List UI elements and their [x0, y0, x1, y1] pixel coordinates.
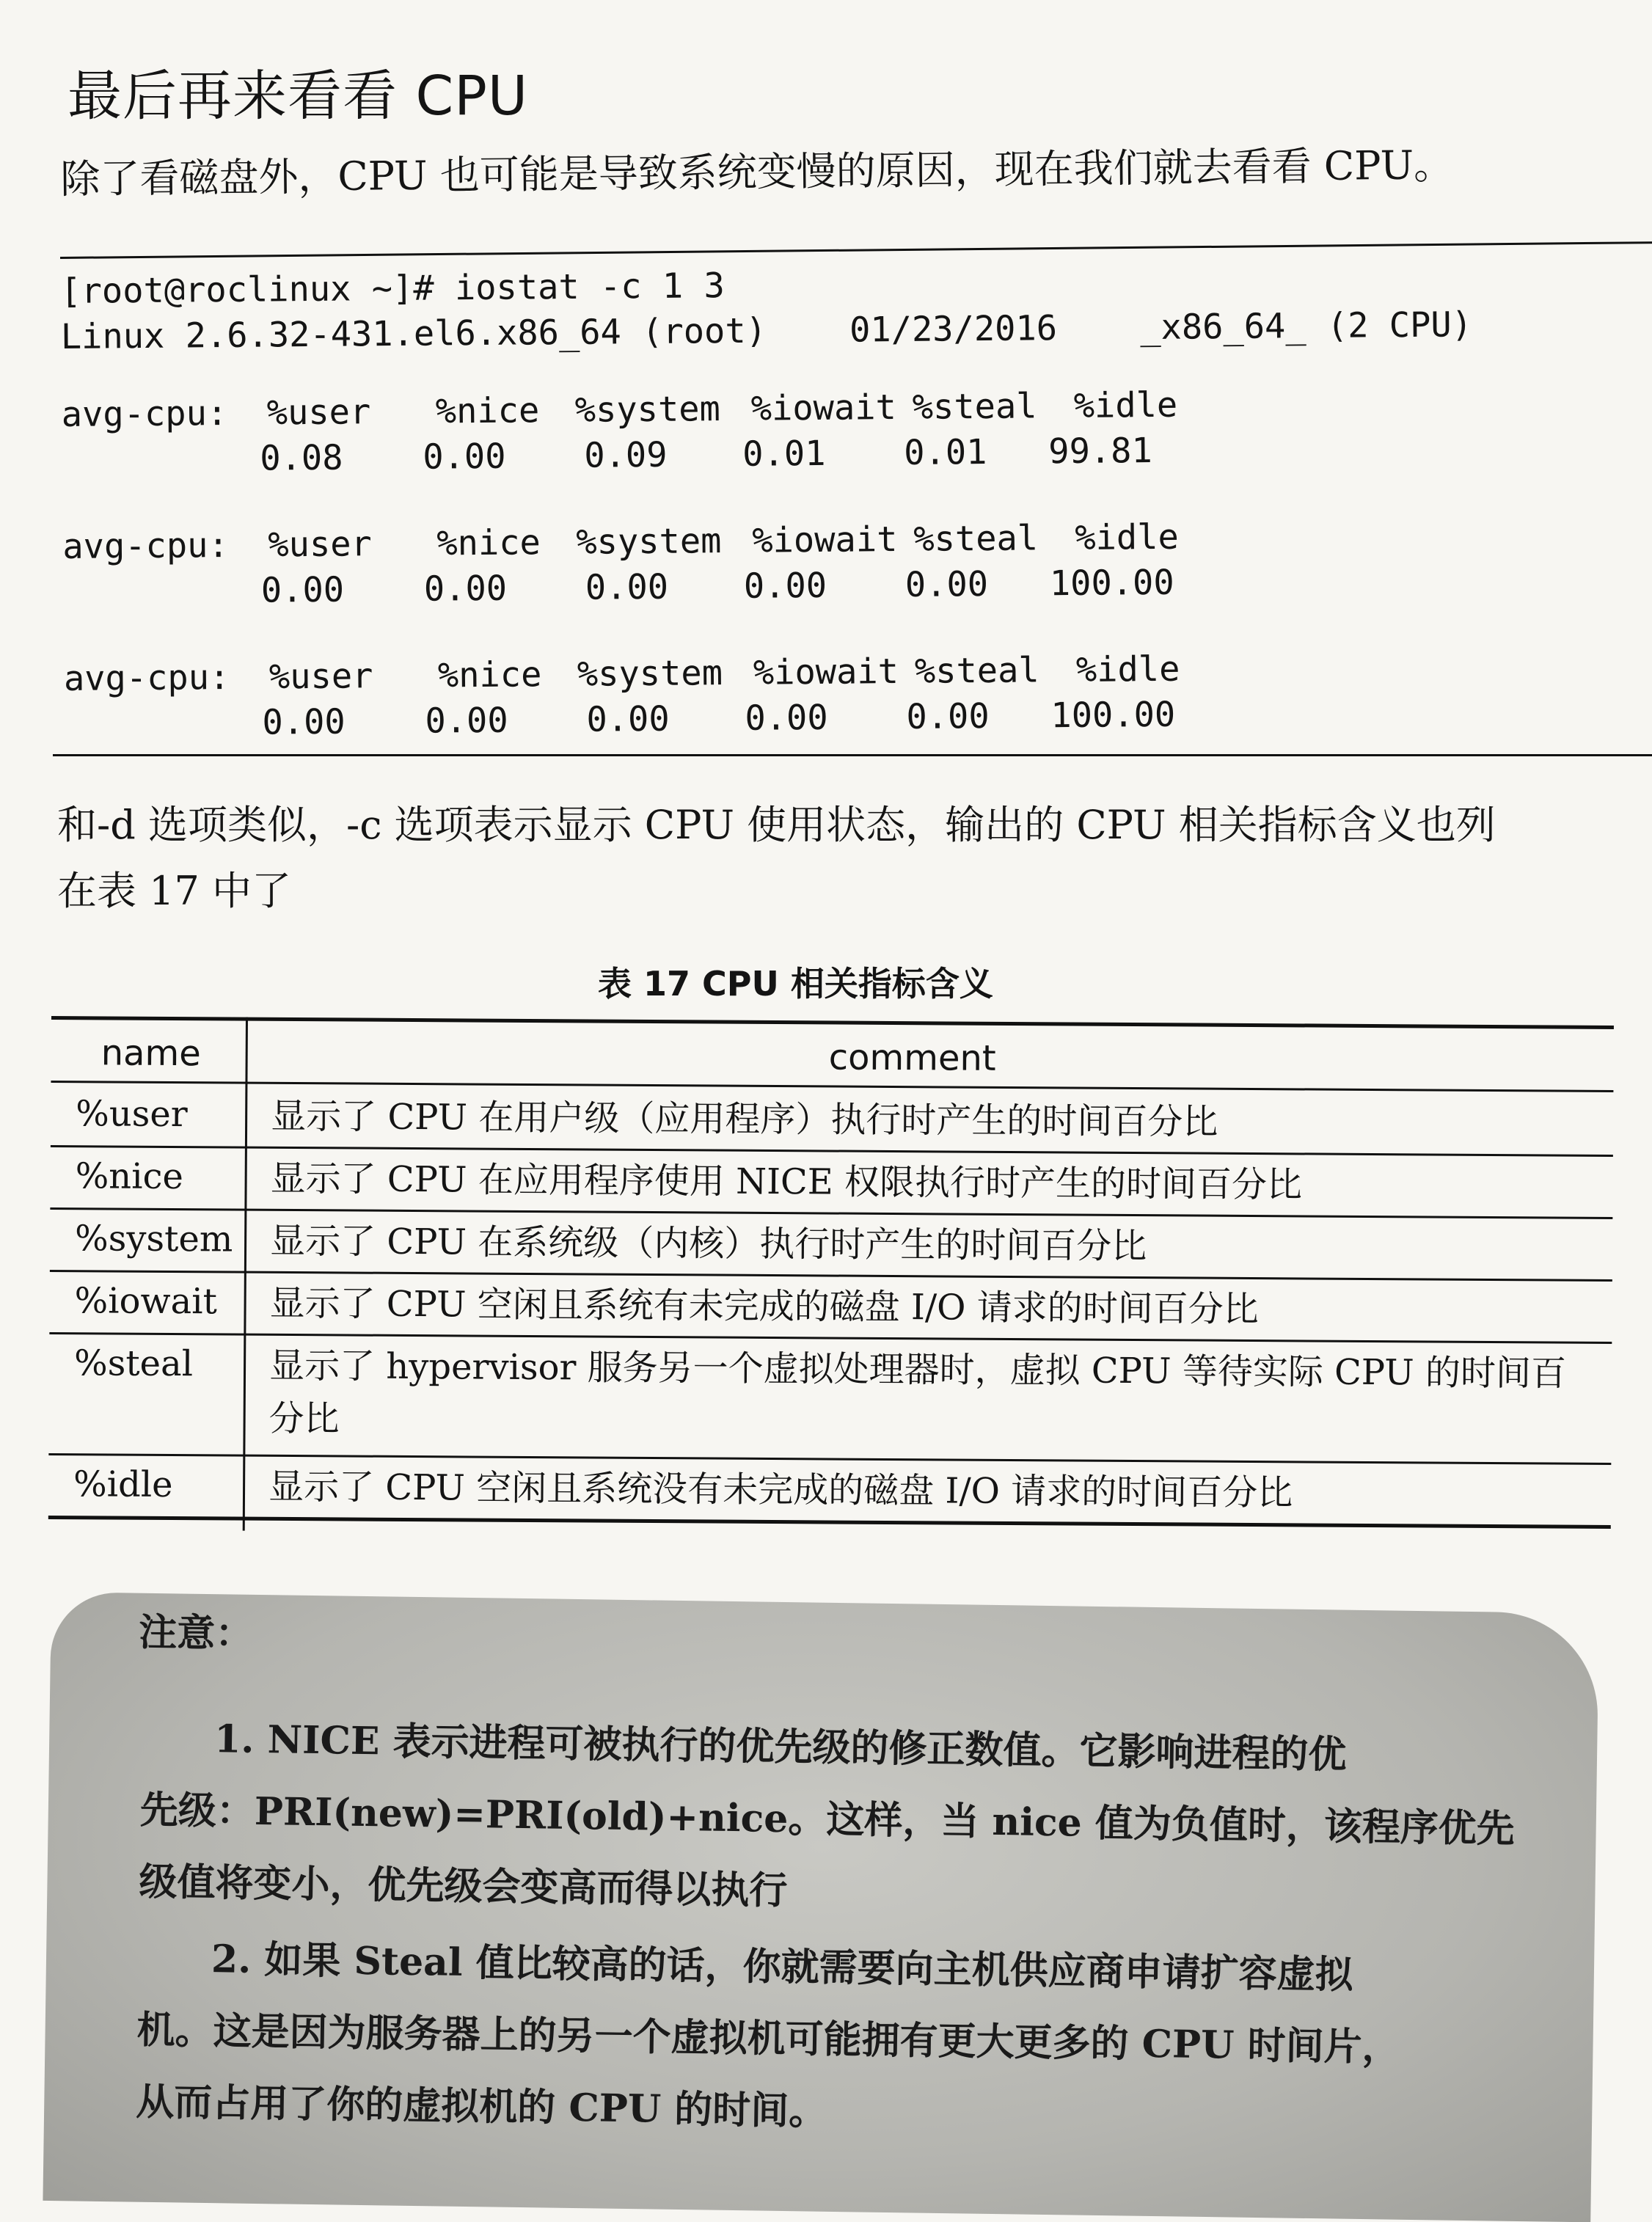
table-caption: 表 17 CPU 相关指标含义	[598, 964, 993, 1004]
table-row-comment: 显示了 CPU 在应用程序使用 NICE 权限执行时产生的时间百分比	[270, 1158, 1303, 1206]
note-heading: 注意：	[138, 1609, 254, 1656]
note-item-2-line-2: 机。这是因为服务器上的另一个虚拟机可能拥有更大更多的 CPU 时间片，	[136, 2007, 1400, 2070]
page-title: 最后再来看看 CPU	[67, 65, 528, 128]
explanation-line-2: 在表 17 中了	[57, 868, 292, 914]
table-column-divider	[243, 1017, 248, 1531]
terminal-header-cell: %idle	[1075, 648, 1180, 690]
avg-cpu-label: avg-cpu:	[63, 657, 230, 699]
table-row-name: %user	[76, 1093, 188, 1136]
terminal-header-cell: %idle	[1075, 516, 1180, 558]
terminal-value-cell: 0.00	[585, 566, 669, 608]
intro-paragraph: 除了看磁盘外，CPU 也可能是导致系统变慢的原因，现在我们就去看看 CPU。	[60, 142, 1454, 202]
terminal-value-cell: 0.08	[260, 437, 343, 479]
terminal-header-cell: %steal	[914, 650, 1039, 692]
terminal-value-cell: 0.09	[584, 434, 668, 476]
table-row-name: %nice	[75, 1155, 184, 1198]
terminal-value-cell: 0.00	[425, 700, 508, 742]
terminal-header-cell: %nice	[437, 654, 542, 696]
terminal-header-cell: %iowait	[750, 387, 897, 429]
terminal-samples	[61, 384, 1617, 743]
terminal-value-cell: 0.01	[904, 431, 987, 473]
terminal-system-line: Linux 2.6.32-431.el6.x86_64 (root) 01/23/2016 _x86_64_ (2 CPU)	[60, 304, 1473, 357]
terminal-header-cell: %user	[268, 656, 373, 698]
terminal-value-cell: 0.00	[745, 697, 828, 739]
terminal-header-cell: %user	[268, 524, 373, 566]
table-row-comment: 显示了 hypervisor 服务另一个虚拟处理器时，虚拟 CPU 等待实际 CPU 的时间百分比	[268, 1345, 1567, 1440]
note-box	[43, 1592, 1598, 2222]
terminal-header-cell: %steal	[912, 386, 1037, 428]
explanation-paragraph	[57, 796, 1627, 921]
avg-cpu-label: avg-cpu:	[61, 393, 228, 435]
terminal-value-cell: 0.00	[586, 698, 670, 740]
terminal-header-cell: %iowait	[753, 651, 899, 693]
terminal-header-cell: %idle	[1073, 384, 1178, 426]
table-row-name: %system	[74, 1218, 233, 1260]
terminal-header-cell: %iowait	[752, 519, 898, 561]
note-item-1-line-1: 1. NICE 表示进程可被执行的优先级的修正数值。它影响进程的优	[213, 1717, 1347, 1777]
terminal-value-cell: 0.00	[743, 565, 827, 607]
terminal-header-cell: %nice	[435, 390, 540, 432]
table-row-comment: 显示了 CPU 在系统级（内核）执行时产生的时间百分比	[269, 1220, 1147, 1268]
table-row-comment: 显示了 CPU 空闲且系统有未完成的磁盘 I/O 请求的时间百分比	[269, 1282, 1259, 1331]
terminal-value-cell: 100.00	[1050, 694, 1176, 737]
terminal-value-cell: 0.00	[260, 569, 345, 611]
metrics-table	[48, 1016, 1614, 1539]
terminal-header-cell: %nice	[436, 522, 541, 564]
column-header-name: name	[100, 1032, 201, 1075]
avg-cpu-label: avg-cpu:	[62, 525, 229, 567]
table-row-comment: 显示了 CPU 在用户级（应用程序）执行时产生的时间百分比	[270, 1095, 1218, 1143]
column-header-comment: comment	[828, 1037, 996, 1079]
note-item-2-line-3: 从而占用了你的虚拟机的 CPU 的时间。	[135, 2079, 827, 2134]
code-bottom-rule	[53, 754, 1652, 756]
terminal-value-cell: 99.81	[1048, 431, 1153, 472]
terminal-value-cell: 100.00	[1049, 562, 1174, 604]
terminal-value-cell: 0.00	[906, 695, 990, 737]
note-item-1-line-3: 级值将变小，优先级会变高而得以执行	[139, 1859, 788, 1914]
table-row-comment: 显示了 CPU 空闲且系统没有未完成的磁盘 I/O 请求的时间百分比	[268, 1466, 1293, 1514]
terminal-prompt: [root@roclinux ~]# iostat -c 1 3	[60, 266, 726, 312]
terminal-value-cell: 0.00	[423, 436, 506, 478]
terminal-value-cell: 0.00	[904, 563, 989, 605]
terminal-header-cell: %user	[266, 392, 371, 434]
table-top-border	[51, 1016, 1614, 1029]
terminal-value-cell: 0.00	[423, 568, 508, 610]
terminal-value-cell: 0.01	[742, 433, 826, 475]
terminal-value-cell: 0.00	[262, 701, 346, 743]
table-row-name: %idle	[73, 1463, 173, 1506]
terminal-header-cell: %system	[577, 653, 723, 695]
terminal-output	[60, 250, 1617, 743]
note-item-1-line-2: 先级：PRI(new)=PRI(old)+nice。这样，当 nice 值为负值时，该程序优先	[139, 1787, 1516, 1852]
table-row-name: %steal	[73, 1342, 194, 1385]
terminal-header-cell: %system	[576, 521, 722, 563]
terminal-header-cell: %system	[574, 389, 721, 431]
terminal-header-cell: %steal	[913, 518, 1039, 560]
explanation-line-1: 和-d 选项类似，-c 选项表示显示 CPU 使用状态，输出的 CPU 相关指标含义也列	[57, 802, 1496, 848]
note-item-2-line-1: 2. 如果 Steal 值比较高的话，你就需要向主机供应商申请扩容虚拟	[211, 1937, 1354, 1998]
table-row-name: %iowait	[74, 1280, 217, 1323]
